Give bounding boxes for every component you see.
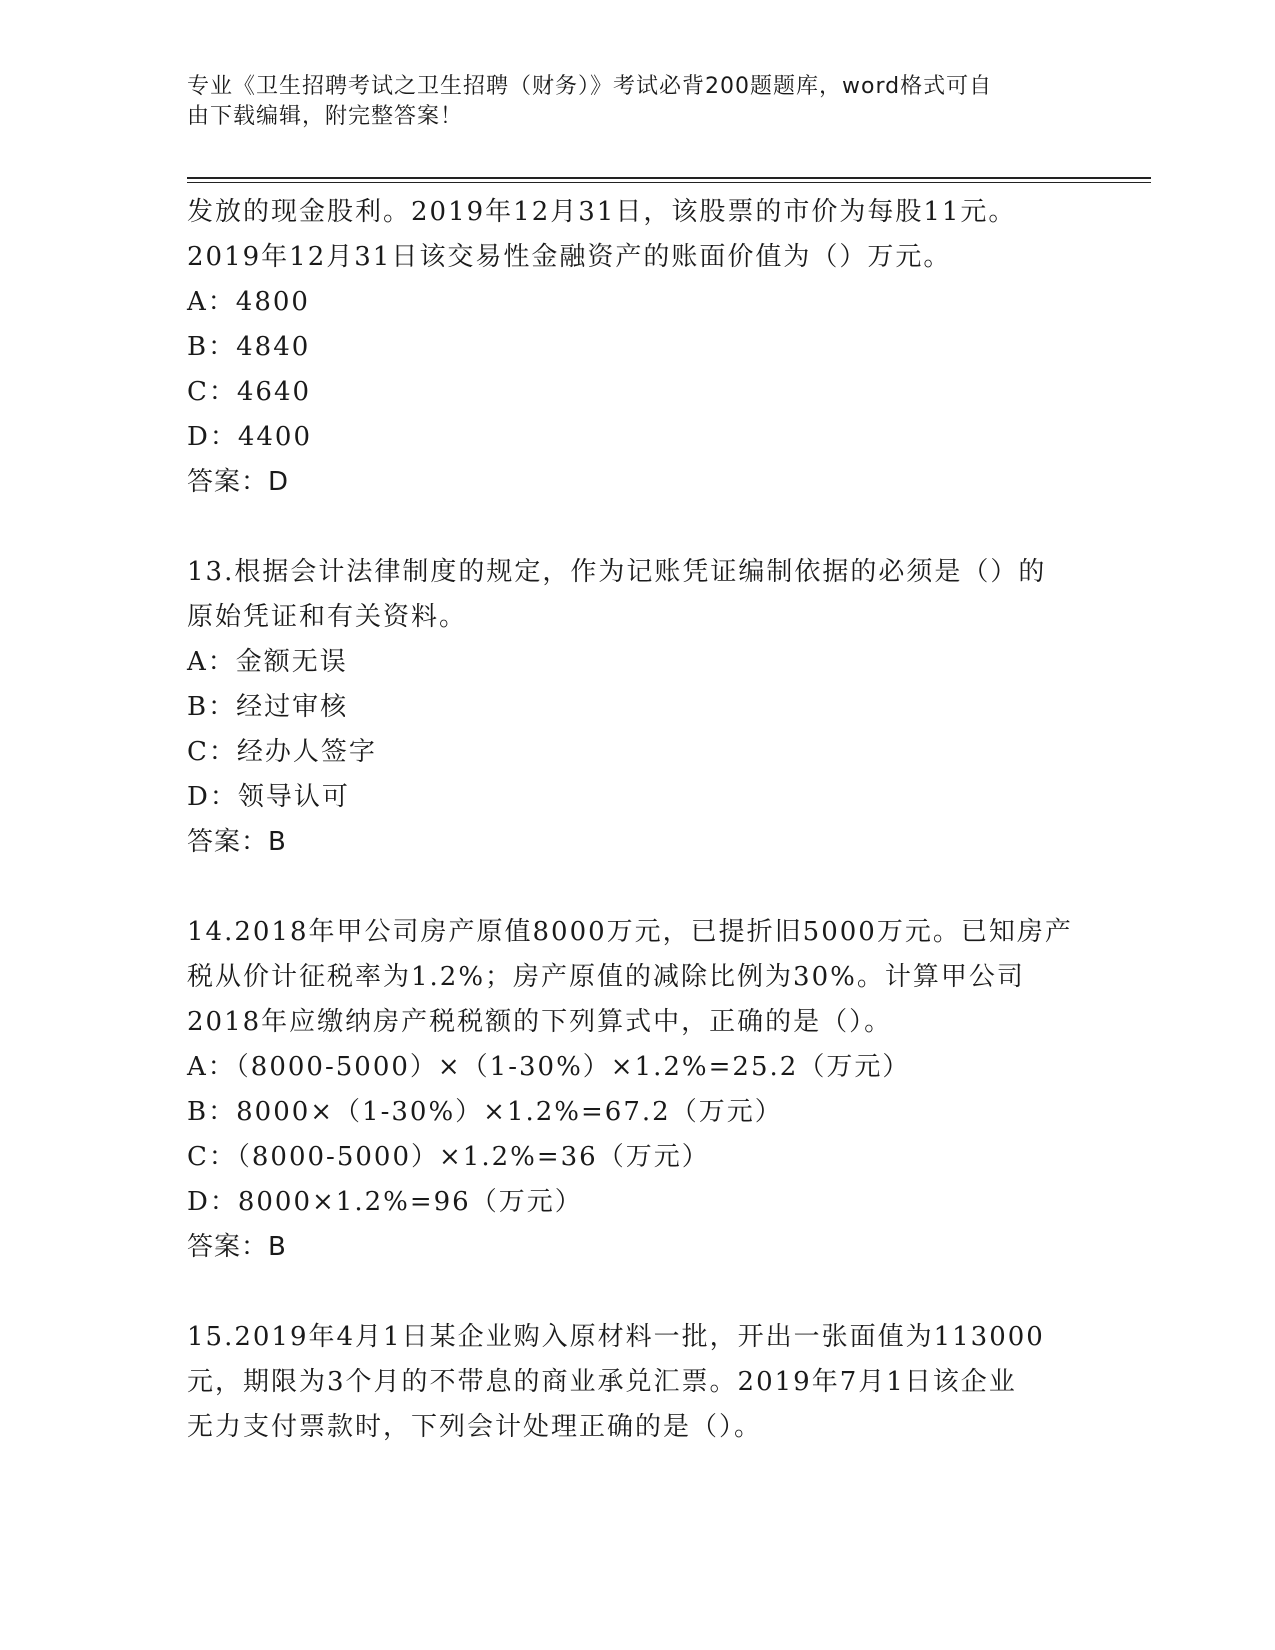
header-line-2: 由下载编辑，附完整答案！ <box>187 104 464 129</box>
answer-line: 答案：B <box>187 827 287 857</box>
question-stem-line: 14.2018年甲公司房产原值8000万元，已提折旧5000万元。已知房产 <box>187 917 1073 947</box>
option-c: C：（8000-5000）×1.2%=36（万元） <box>187 1142 710 1172</box>
question-stem-line: 2018年应缴纳房产税税额的下列算式中，正确的是（）。 <box>187 1007 893 1037</box>
option-a: A：4800 <box>187 287 310 317</box>
question-stem-line: 2019年12月31日该交易性金融资产的账面价值为（）万元。 <box>187 242 952 272</box>
question-stem-line: 税从价计征税率为1.2%；房产原值的减除比例为30%。计算甲公司 <box>187 962 1025 992</box>
header-line-1: 专业《卫生招聘考试之卫生招聘（财务）》考试必背200题题库，word格式可自 <box>187 74 993 99</box>
header-divider-thin <box>187 182 1151 183</box>
question-stem-line: 原始凭证和有关资料。 <box>187 602 468 632</box>
spacer <box>187 865 1087 910</box>
header-divider-thick <box>187 177 1151 179</box>
option-b: B：8000×（1-30%）×1.2%=67.2（万元） <box>187 1097 783 1127</box>
question-stem-line: 13.根据会计法律制度的规定，作为记账凭证编制依据的必须是（）的 <box>187 557 1047 587</box>
question-stem-line: 无力支付票款时，下列会计处理正确的是（）。 <box>187 1412 763 1442</box>
question-stem-line: 15.2019年4月1日某企业购入原材料一批，开出一张面值为113000 <box>187 1322 1045 1352</box>
question-12 <box>187 190 1087 505</box>
document-body <box>187 190 1087 1450</box>
spacer <box>187 505 1087 550</box>
option-d: D：8000×1.2%=96（万元） <box>187 1187 583 1217</box>
option-c: C：4640 <box>187 377 312 407</box>
question-stem-line: 发放的现金股利。2019年12月31日，该股票的市价为每股11元。 <box>187 197 1017 227</box>
question-14 <box>187 910 1087 1270</box>
question-stem-line: 元，期限为3个月的不带息的商业承兑汇票。2019年7月1日该企业 <box>187 1367 1017 1397</box>
question-13 <box>187 550 1087 865</box>
option-d: D：领导认可 <box>187 782 350 812</box>
option-a: A：（8000-5000）×（1-30%）×1.2%=25.2（万元） <box>187 1052 911 1082</box>
option-c: C：经办人签字 <box>187 737 377 767</box>
option-d: D：4400 <box>187 422 313 452</box>
answer-line: 答案：B <box>187 1232 287 1262</box>
option-b: B：4840 <box>187 332 311 362</box>
option-b: B：经过审核 <box>187 692 349 722</box>
question-15 <box>187 1315 1087 1450</box>
page-header <box>187 72 1067 132</box>
option-a: A：金额无误 <box>187 647 348 677</box>
answer-line: 答案：D <box>187 467 290 497</box>
spacer <box>187 1270 1087 1315</box>
